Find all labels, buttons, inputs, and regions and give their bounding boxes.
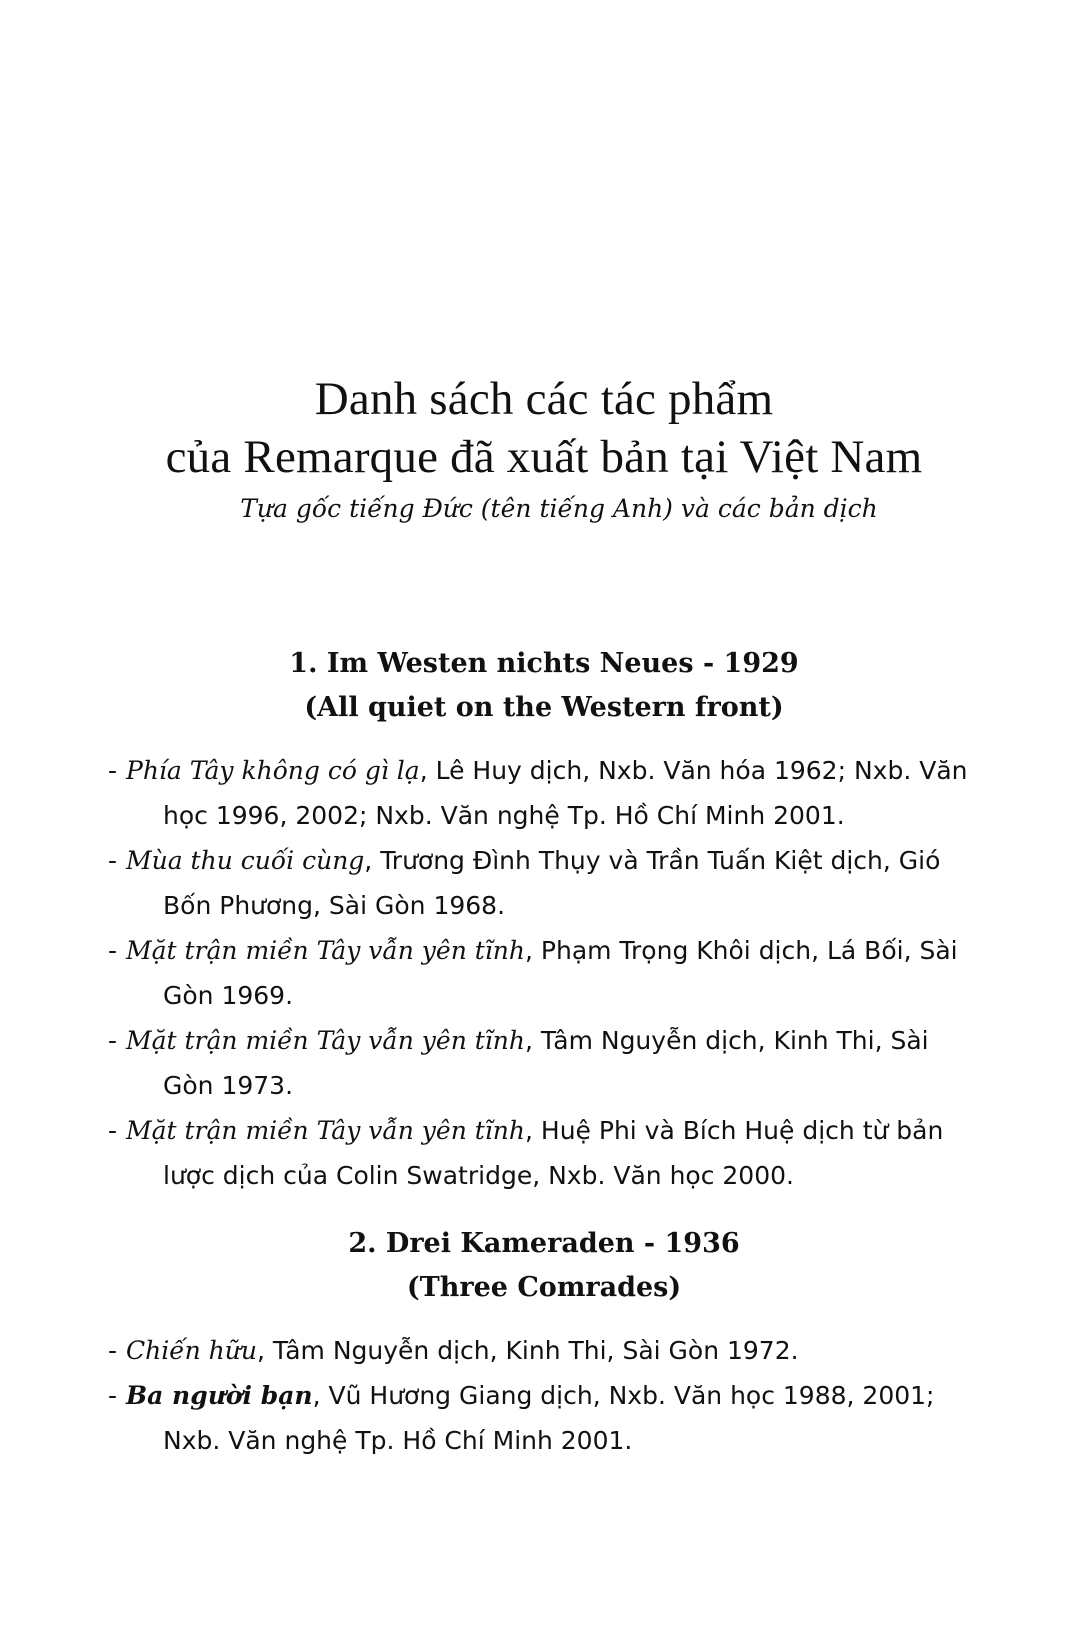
section-2 [0, 1222, 1088, 1463]
translation-details: , Tâm Nguyễn dịch, Kinh Thi, Sài Gòn 1972. [256, 1336, 799, 1365]
translation-title: Mùa thu cuối cùng [126, 846, 365, 875]
translation-title: Mặt trận miền Tây vẫn yên tĩnh [126, 936, 525, 965]
list-dash: - [108, 1336, 118, 1365]
list-item [108, 748, 968, 838]
translation-title: Mặt trận miền Tây vẫn yên tĩnh [126, 1026, 525, 1055]
list-item [108, 928, 968, 1018]
list-item [108, 1328, 968, 1373]
list-dash: - [108, 846, 118, 875]
title-block [0, 370, 1088, 526]
translation-details: , Vũ Hương Giang dịch, Nxb. Văn học 1988, 2001; Nxb. Văn nghệ Tp. Hồ Chí Minh 2001. [163, 1381, 935, 1455]
list-item [108, 1108, 968, 1198]
translation-details: , Huệ Phi và Bích Huệ dịch từ bản lược dịch của Colin Swatridge, Nxb. Văn học 2000. [163, 1116, 944, 1190]
translation-title: Phía Tây không có gì lạ [126, 756, 420, 785]
translation-details: , Phạm Trọng Khôi dịch, Lá Bối, Sài Gòn 1969. [163, 936, 958, 1010]
translation-list [0, 748, 1088, 1198]
section-heading: 2. Drei Kameraden - 1936 [348, 1228, 740, 1259]
section-english-title: (All quiet on the Western front) [304, 692, 784, 723]
page-subtitle: Tựa gốc tiếng Đức (tên tiếng Anh) và các bản dịch [240, 494, 878, 523]
list-item [108, 838, 968, 928]
translation-details: , Tâm Nguyễn dịch, Kinh Thi, Sài Gòn 1973. [163, 1026, 929, 1100]
page-title-line-1: Danh sách các tác phẩm [314, 373, 774, 425]
list-dash: - [108, 756, 118, 785]
list-dash: - [108, 1381, 118, 1410]
section-english-title: (Three Comrades) [406, 1272, 682, 1303]
translation-details: , Trương Đình Thụy và Trần Tuấn Kiệt dịch, Gió Bốn Phương, Sài Gòn 1968. [163, 846, 941, 920]
section-heading: 1. Im Westen nichts Neues - 1929 [289, 648, 799, 679]
translation-title: Ba người bạn [126, 1381, 313, 1410]
list-dash: - [108, 1026, 118, 1055]
list-item [108, 1018, 968, 1108]
translation-title: Chiến hữu [126, 1336, 257, 1365]
section-1 [0, 642, 1088, 1198]
translation-title: Mặt trận miền Tây vẫn yên tĩnh [126, 1116, 525, 1145]
translation-list [0, 1328, 1088, 1463]
list-dash: - [108, 936, 118, 965]
translation-details: , Lê Huy dịch, Nxb. Văn hóa 1962; Nxb. Văn học 1996, 2002; Nxb. Văn nghệ Tp. Hồ Chí Minh 2001. [163, 756, 968, 830]
list-dash: - [108, 1116, 118, 1145]
list-item [108, 1373, 968, 1463]
page-title-line-2: của Remarque đã xuất bản tại Việt Nam [165, 431, 923, 483]
